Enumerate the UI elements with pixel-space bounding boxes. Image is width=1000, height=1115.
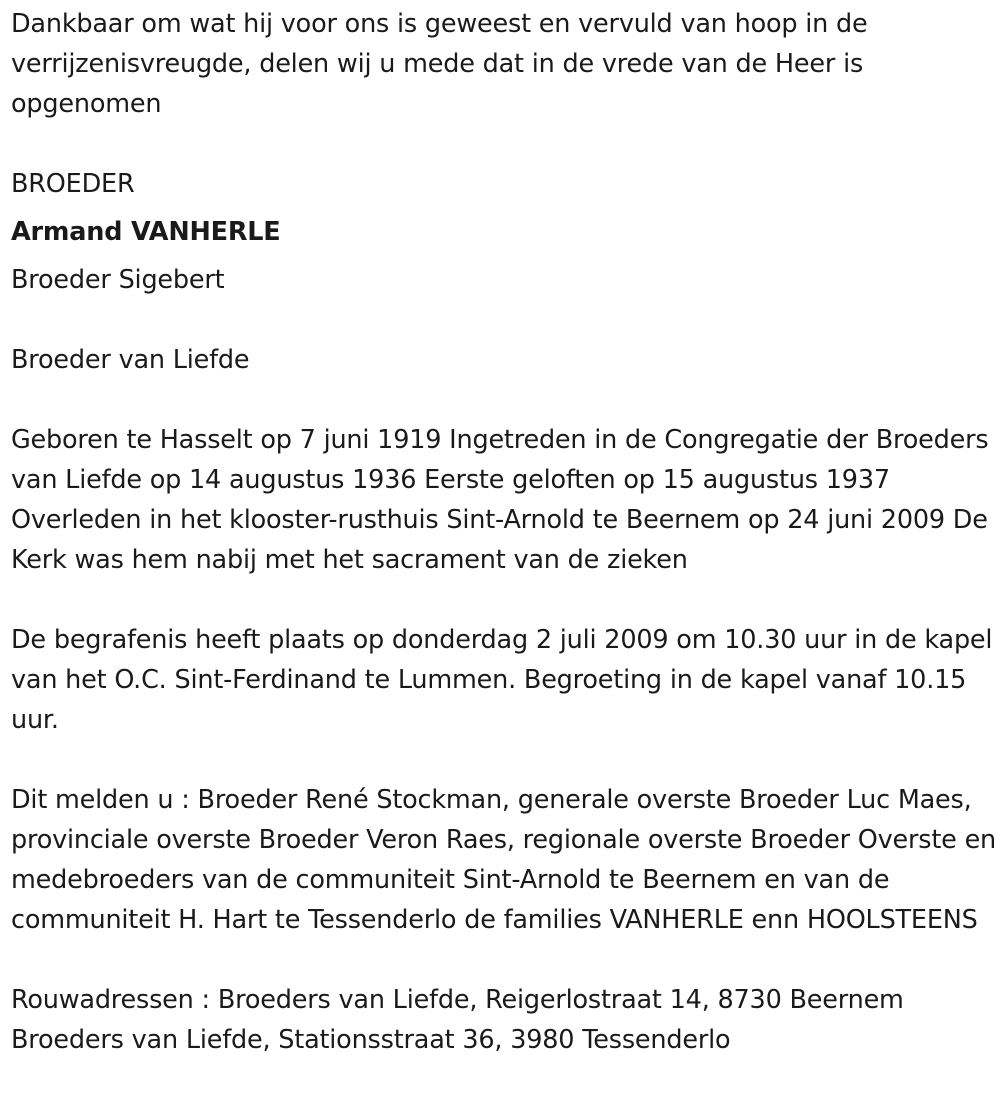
spacer (11, 124, 996, 164)
title-prefix: BROEDER (11, 169, 135, 199)
religious-name: Broeder Sigebert (11, 265, 225, 295)
intro-text: Dankbaar om wat hij voor ons is geweest en vervuld van hoop in de verrijzenisvreugde, delen wij u mede dat in de vrede van de Heer is opgenomen (11, 9, 868, 119)
spacer (11, 740, 996, 780)
spacer (11, 380, 996, 420)
spacer (11, 580, 996, 620)
spacer (11, 940, 996, 980)
condolence-addresses-text: Rouwadressen : Broeders van Liefde, Reigerlostraat 14, 8730 Beernem Broeders van Liefde, Stationsstraat 36, 3980 Tessenderlo (11, 985, 904, 1055)
congregation-text: Broeder van Liefde (11, 345, 250, 375)
spacer (11, 300, 996, 340)
funeral-text: De begrafenis heeft plaats op donderdag 2 juli 2009 om 10.30 uur in de kapel van het O.C. Sint-Ferdinand te Lummen. Begroeting in de kapel vanaf 10.15 uur. (11, 625, 993, 735)
deceased-name: Armand VANHERLE (11, 217, 281, 247)
biography-text: Geboren te Hasselt op 7 juni 1919 Ingetreden in de Congregatie der Broeders van Liefde op 14 augustus 1936 Eerste geloften op 15 augustus 1937 Overleden in het klooster-rusthuis Sint-Arnold te Beernem op 24 juni 2009 De Kerk was hem nabij met het sacrament van de zieken (11, 425, 989, 575)
obituary-document (11, 4, 996, 1060)
announced-by-text: Dit melden u : Broeder René Stockman, generale overste Broeder Luc Maes, provinciale overste Broeder Veron Raes, regionale overste Broeder Overste en medebroeders van de communiteit Sint-Arnold te Beernem en van de communiteit H. Hart te Tessenderlo de families VANHERLE enn HOOLSTEENS (11, 785, 997, 935)
